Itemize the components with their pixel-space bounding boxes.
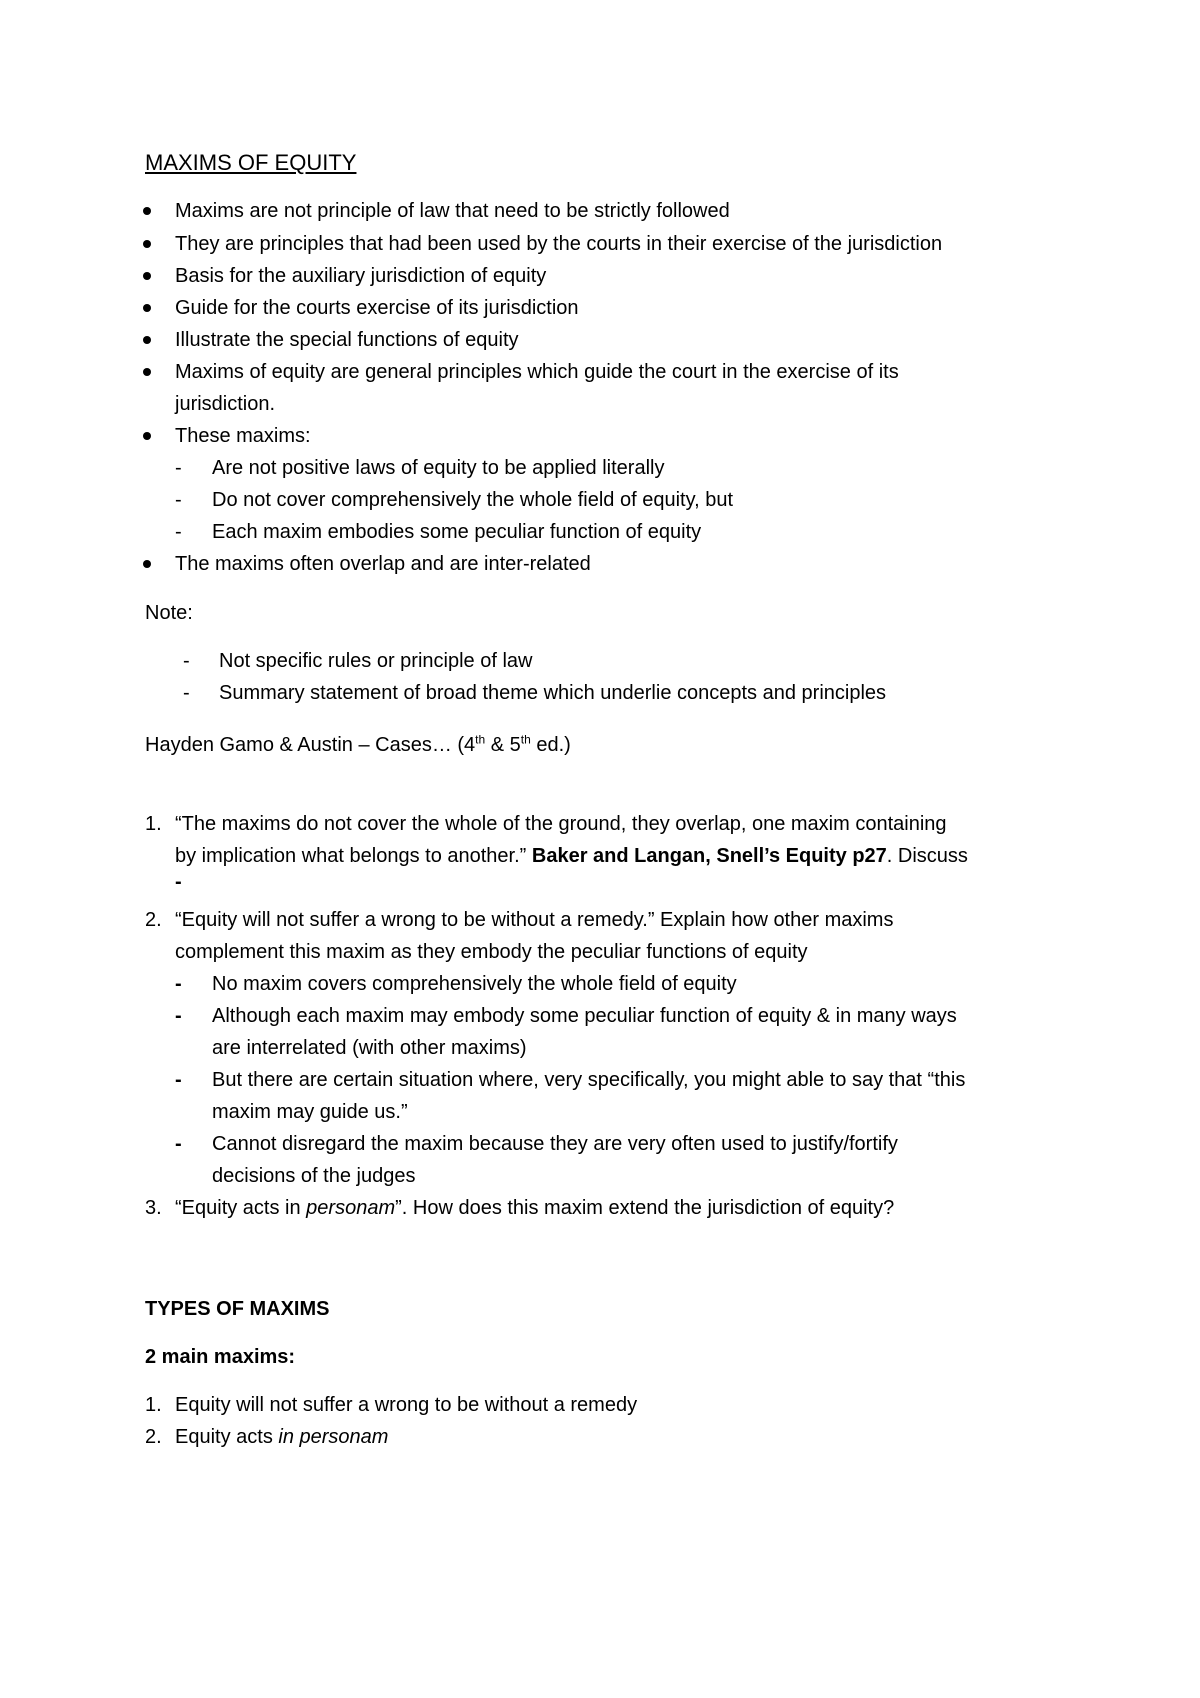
bullet-text: These maxims:	[175, 425, 311, 447]
sub-item: Each maxim embodies some peculiar function of equity	[212, 521, 702, 543]
citation-text: Hayden Gamo & Austin – Cases… (4	[145, 734, 476, 756]
bullet-icon	[143, 560, 151, 568]
bullet-text: Guide for the courts exercise of its jurisdiction	[175, 297, 579, 319]
sub-item: Are not positive laws of equity to be applied literally	[212, 457, 665, 479]
maxim-text: Equity acts	[175, 1426, 279, 1448]
citation	[145, 733, 571, 757]
bullet-text: They are principles that had been used by the courts in their exercise of the jurisdiction	[175, 233, 943, 255]
subsection-heading: 2 main maxims:	[145, 1346, 296, 1368]
dash-marker: -	[175, 1133, 182, 1155]
bullet-text: Basis for the auxiliary jurisdiction of equity	[175, 265, 547, 287]
bullet-icon	[143, 336, 151, 344]
sub-item: Do not cover comprehensively the whole field of equity, but	[212, 489, 734, 511]
question-1-line	[175, 844, 968, 868]
bullet-text: Illustrate the special functions of equity	[175, 329, 519, 351]
list-number: 2.	[145, 1426, 162, 1448]
bullet-icon	[143, 240, 151, 248]
bullet-text: Maxims of equity are general principles which guide the court in the exercise of its	[175, 361, 899, 383]
sub-item: But there are certain situation where, very specifically, you might able to say that “this	[212, 1069, 966, 1091]
superscript: th	[475, 732, 486, 747]
sub-item: Cannot disregard the maxim because they are very often used to justify/fortify	[212, 1133, 898, 1155]
question-text: by implication what belongs to another.”	[175, 845, 532, 867]
dash-marker: -	[175, 521, 182, 543]
dash-marker: -	[175, 871, 182, 893]
list-number: 3.	[145, 1197, 162, 1219]
dash-marker: -	[175, 973, 182, 995]
dash-marker: -	[175, 457, 182, 479]
dash-marker: -	[183, 650, 190, 672]
list-number: 1.	[145, 1394, 162, 1416]
dash-marker: -	[175, 1005, 182, 1027]
question-1-line: “The maxims do not cover the whole of the ground, they overlap, one maxim containing	[175, 813, 947, 835]
list-number: 1.	[145, 813, 162, 835]
sub-item: No maxim covers comprehensively the whole field of equity	[212, 973, 737, 995]
question-text: ”. How does this maxim extend the jurisdiction of equity?	[395, 1197, 895, 1219]
citation-text: & 5	[485, 734, 521, 756]
question-2-line: complement this maxim as they embody the peculiar functions of equity	[175, 941, 808, 963]
bullet-text-continued: jurisdiction.	[175, 393, 276, 415]
note-item: Summary statement of broad theme which underlie concepts and principles	[219, 682, 887, 704]
bullet-text: The maxims often overlap and are inter-related	[175, 553, 591, 575]
note-item: Not specific rules or principle of law	[219, 650, 533, 672]
note-label: Note:	[145, 602, 193, 624]
latin-term: in personam	[278, 1426, 389, 1448]
main-maxim: Equity will not suffer a wrong to be without a remedy	[175, 1394, 638, 1416]
dash-marker: -	[175, 489, 182, 511]
section-heading: TYPES OF MAXIMS	[145, 1298, 330, 1320]
dash-marker: -	[175, 1069, 182, 1091]
list-number: 2.	[145, 909, 162, 931]
question-2-line: “Equity will not suffer a wrong to be without a remedy.” Explain how other maxims	[175, 909, 894, 931]
bullet-icon	[143, 368, 151, 376]
sub-item-continued: maxim may guide us.”	[212, 1101, 408, 1123]
superscript: th	[520, 732, 531, 747]
question-3-line	[175, 1196, 894, 1220]
sub-item: Although each maxim may embody some peculiar function of equity & in many ways	[212, 1005, 957, 1027]
bullet-icon	[143, 304, 151, 312]
citation-text: ed.)	[530, 734, 571, 756]
bullet-icon	[143, 432, 151, 440]
question-text: “Equity acts in	[175, 1197, 307, 1219]
sub-item-continued: are interrelated (with other maxims)	[212, 1037, 527, 1059]
bullet-icon	[143, 207, 151, 215]
page-title: MAXIMS OF EQUITY	[145, 150, 357, 175]
main-maxim	[175, 1425, 388, 1449]
question-text: . Discuss	[886, 845, 968, 867]
bullet-icon	[143, 272, 151, 280]
dash-marker: -	[183, 682, 190, 704]
latin-term: personam	[306, 1197, 396, 1219]
bullet-text: Maxims are not principle of law that need to be strictly followed	[175, 200, 730, 222]
sub-item-continued: decisions of the judges	[212, 1165, 416, 1187]
source-reference: Baker and Langan, Snell’s Equity p27	[531, 845, 887, 867]
